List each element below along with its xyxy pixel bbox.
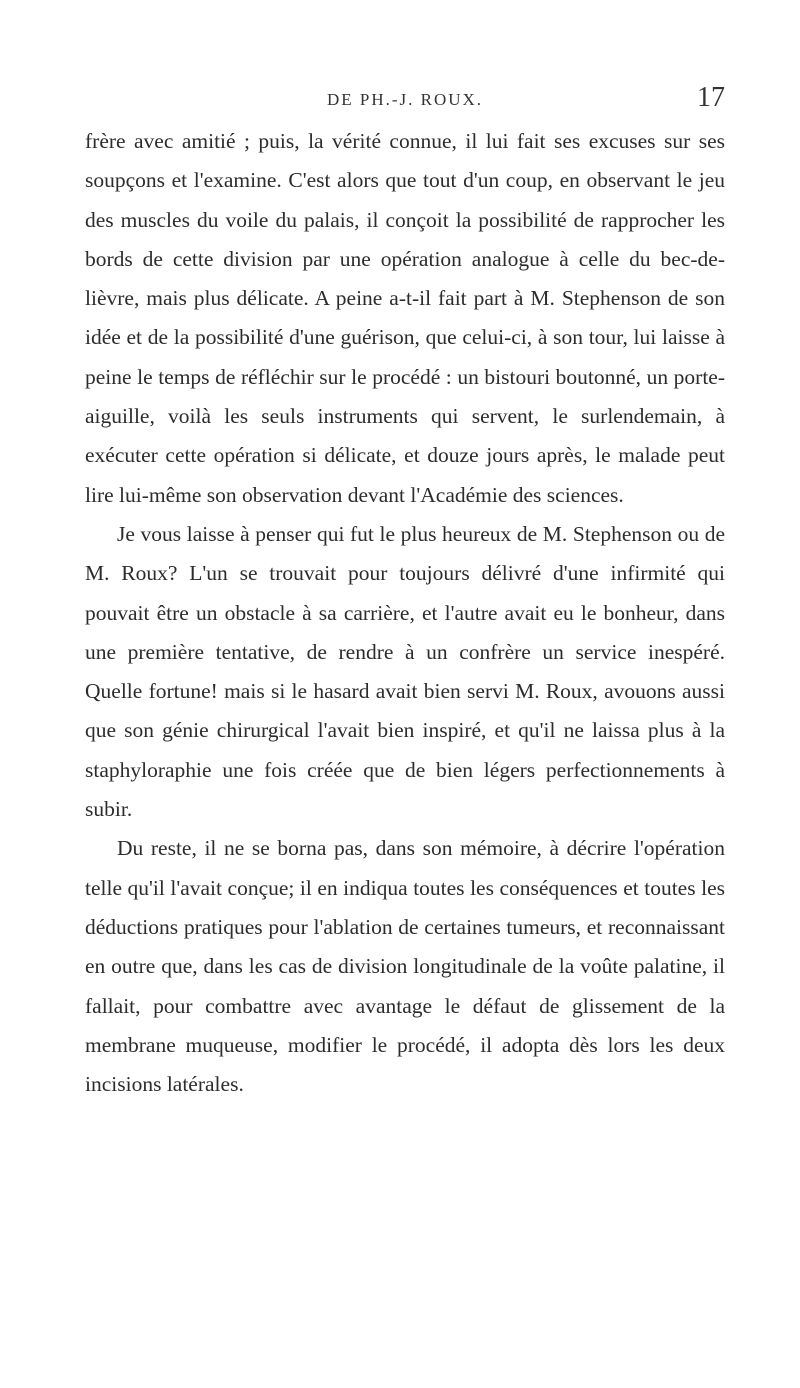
- paragraph-2: Je vous laisse à penser qui fut le plus heureux de M. Stephenson ou de M. Roux? L'un se trouvait pour toujours délivré d'une infirmité qui pouvait être un obstacle à sa carrière, et l'autre avait eu le bonheur, dans une première tentative, de rendre à un confrère un service inespéré. Quelle fortune! mais si le hasard avait bien servi M. Roux, avouons aussi que son génie chirurgical l'avait bien inspiré, et qu'il ne laissa plus à la staphyloraphie une fois créée que de bien légers perfectionnements à subir.: [85, 521, 725, 822]
- running-title: DE PH.-J. ROUX.: [326, 90, 484, 109]
- paragraph-1: frère avec amitié ; puis, la vérité connue, il lui fait ses excuses sur ses soupçons et l'examine. C'est alors que tout d'un coup, en observant le jeu des muscles du voile du palais, il conçoit la possibilité de rapprocher les bords de cette division par une opération analogue à celle du bec-de-lièvre, mais plus délicate. A peine a-t-il fait part à M. Stephenson de son idée et de la possibilité d'une guérison, que celui-ci, à son tour, lui laisse à peine le temps de réfléchir sur le procédé : un bistouri boutonné, un porte-aiguille, voilà les seuls instruments qui servent, le surlendemain, à exécuter cette opération si délicate, et douze jours après, le malade peut lire lui-même son observation devant l'Académie des sciences.: [85, 129, 725, 507]
- paragraph-3: Du reste, il ne se borna pas, dans son mémoire, à décrire l'opération telle qu'il l'avait conçue; il en indiqua toutes les conséquences et toutes les déductions pratiques pour l'ablation de certaines tumeurs, et reconnaissant en outre que, dans les cas de division longitudinale de la voûte palatine, il fallait, pour combattre avec avantage le défaut de glissement de la membrane muqueuse, modifier le procédé, il adopta dès lors les deux incisions latérales.: [85, 836, 725, 1097]
- body-text: [85, 122, 725, 1104]
- page-header: [85, 82, 725, 122]
- page-number: 17: [697, 82, 725, 113]
